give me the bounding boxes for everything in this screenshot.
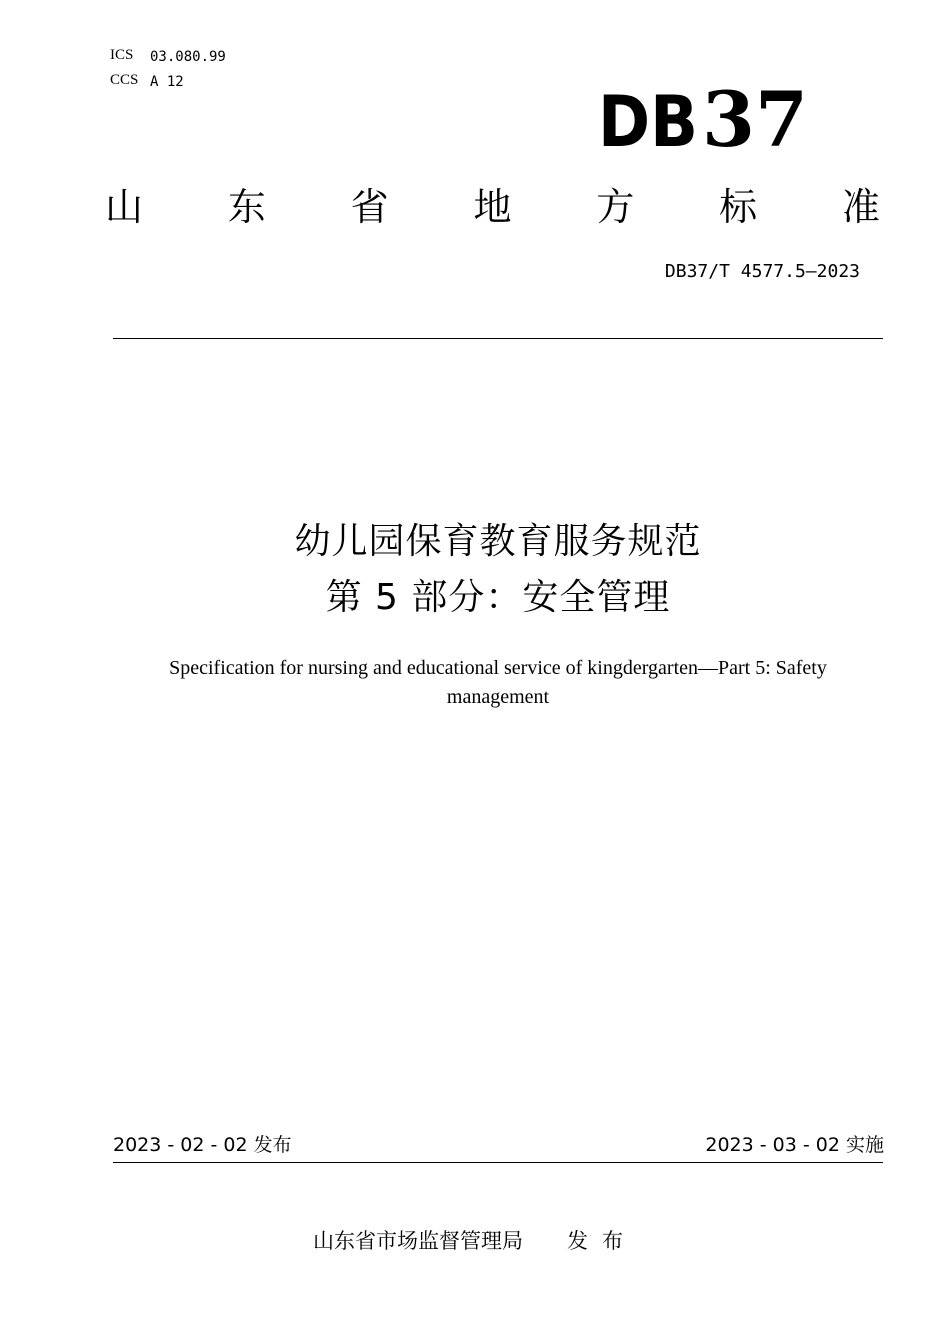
ccs-label: CCS [110, 72, 139, 88]
standard-type-char: 山 [105, 185, 144, 229]
standard-type [105, 185, 880, 229]
svg-text:DB: DB [598, 82, 698, 154]
standard-type-char: 东 [227, 185, 266, 229]
standard-type-char: 标 [719, 185, 758, 229]
ics-label: ICS [110, 47, 134, 63]
db37-logo [598, 82, 813, 154]
svg-text:37: 37 [702, 82, 808, 154]
header-divider [113, 338, 883, 339]
standard-type-char: 省 [350, 185, 389, 229]
standard-type-char: 准 [841, 185, 880, 229]
footer-divider [113, 1162, 883, 1163]
issuer-action: 发布 [567, 1229, 637, 1253]
standard-type-char: 方 [596, 185, 635, 229]
standard-type-char: 地 [473, 185, 512, 229]
title-cn-line1: 幼儿园保育教育服务规范 [294, 521, 702, 562]
title-en: Specification for nursing and educational service of kingdergarten—Part 5: Safety management [169, 657, 827, 708]
standard-number: DB37/T 4577.5—2023 [664, 261, 860, 282]
ccs-code: A 12 [150, 74, 184, 90]
ics-code: 03.080.99 [150, 49, 226, 65]
issuer-name: 山东省市场监督管理局 [313, 1229, 523, 1253]
title-cn-line2: 第 5 部分：安全管理 [325, 577, 671, 618]
issuer [0, 1227, 950, 1255]
publish-date: 2023 - 02 - 02 发布 [113, 1134, 292, 1156]
implementation-date: 2023 - 03 - 02 实施 [705, 1134, 884, 1156]
